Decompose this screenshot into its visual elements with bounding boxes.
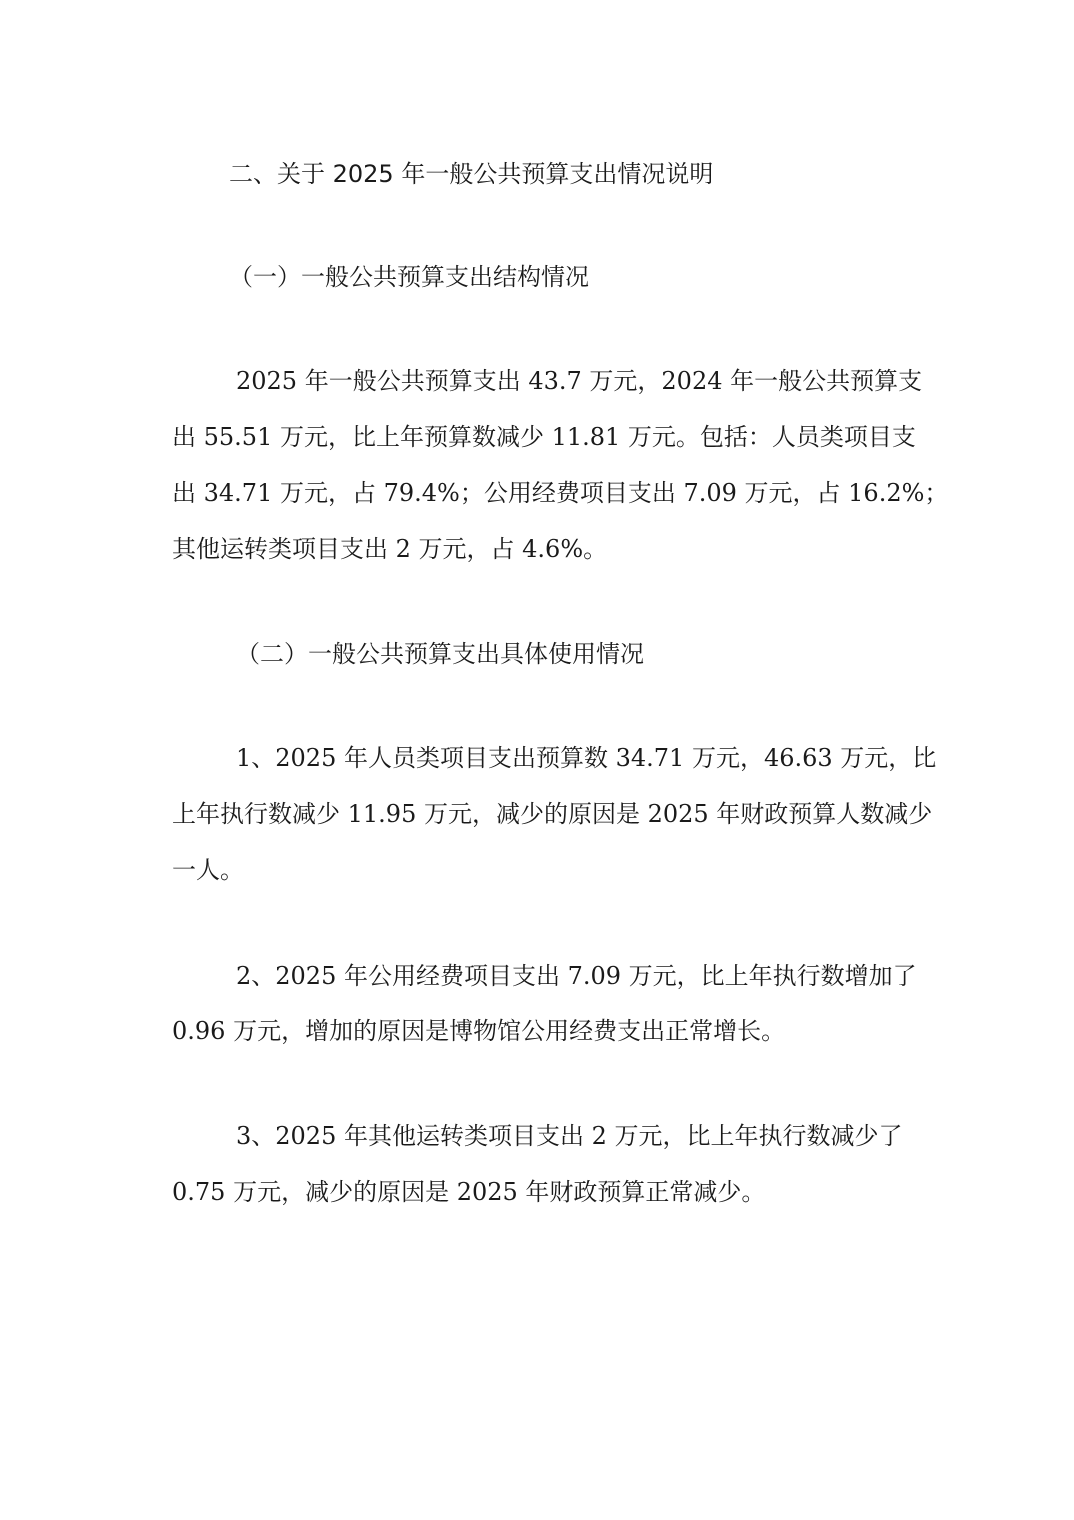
part2-heading: （二）一般公共预算支出具体使用情况: [236, 640, 644, 668]
paragraph-line: 出 34.71 万元，占 79.4%；公用经费项目支出 7.09 万元，占 16.2%；: [172, 479, 949, 507]
paragraph-line: 0.75 万元，减少的原因是 2025 年财政预算正常减少。: [172, 1178, 766, 1206]
paragraph-line: 2、2025 年公用经费项目支出 7.09 万元，比上年执行数增加了: [236, 962, 917, 990]
paragraph-line: 1、2025 年人员类项目支出预算数 34.71 万元，46.63 万元，比: [236, 744, 937, 772]
section-title: 二、关于 2025 年一般公共预算支出情况说明: [229, 160, 714, 188]
paragraph-line: 其他运转类项目支出 2 万元，占 4.6%。: [172, 535, 608, 563]
part1-heading: （一）一般公共预算支出结构情况: [229, 263, 589, 291]
paragraph-line: 上年执行数减少 11.95 万元，减少的原因是 2025 年财政预算人数减少: [172, 800, 933, 828]
paragraph-line: 一人。: [172, 856, 244, 884]
paragraph-line: 0.96 万元，增加的原因是博物馆公用经费支出正常增长。: [172, 1017, 786, 1045]
paragraph-line: 出 55.51 万元，比上年预算数减少 11.81 万元。包括：人员类项目支: [172, 423, 916, 451]
paragraph-line: 2025 年一般公共预算支出 43.7 万元，2024 年一般公共预算支: [236, 367, 923, 395]
paragraph-line: 3、2025 年其他运转类项目支出 2 万元，比上年执行数减少了: [236, 1122, 903, 1150]
